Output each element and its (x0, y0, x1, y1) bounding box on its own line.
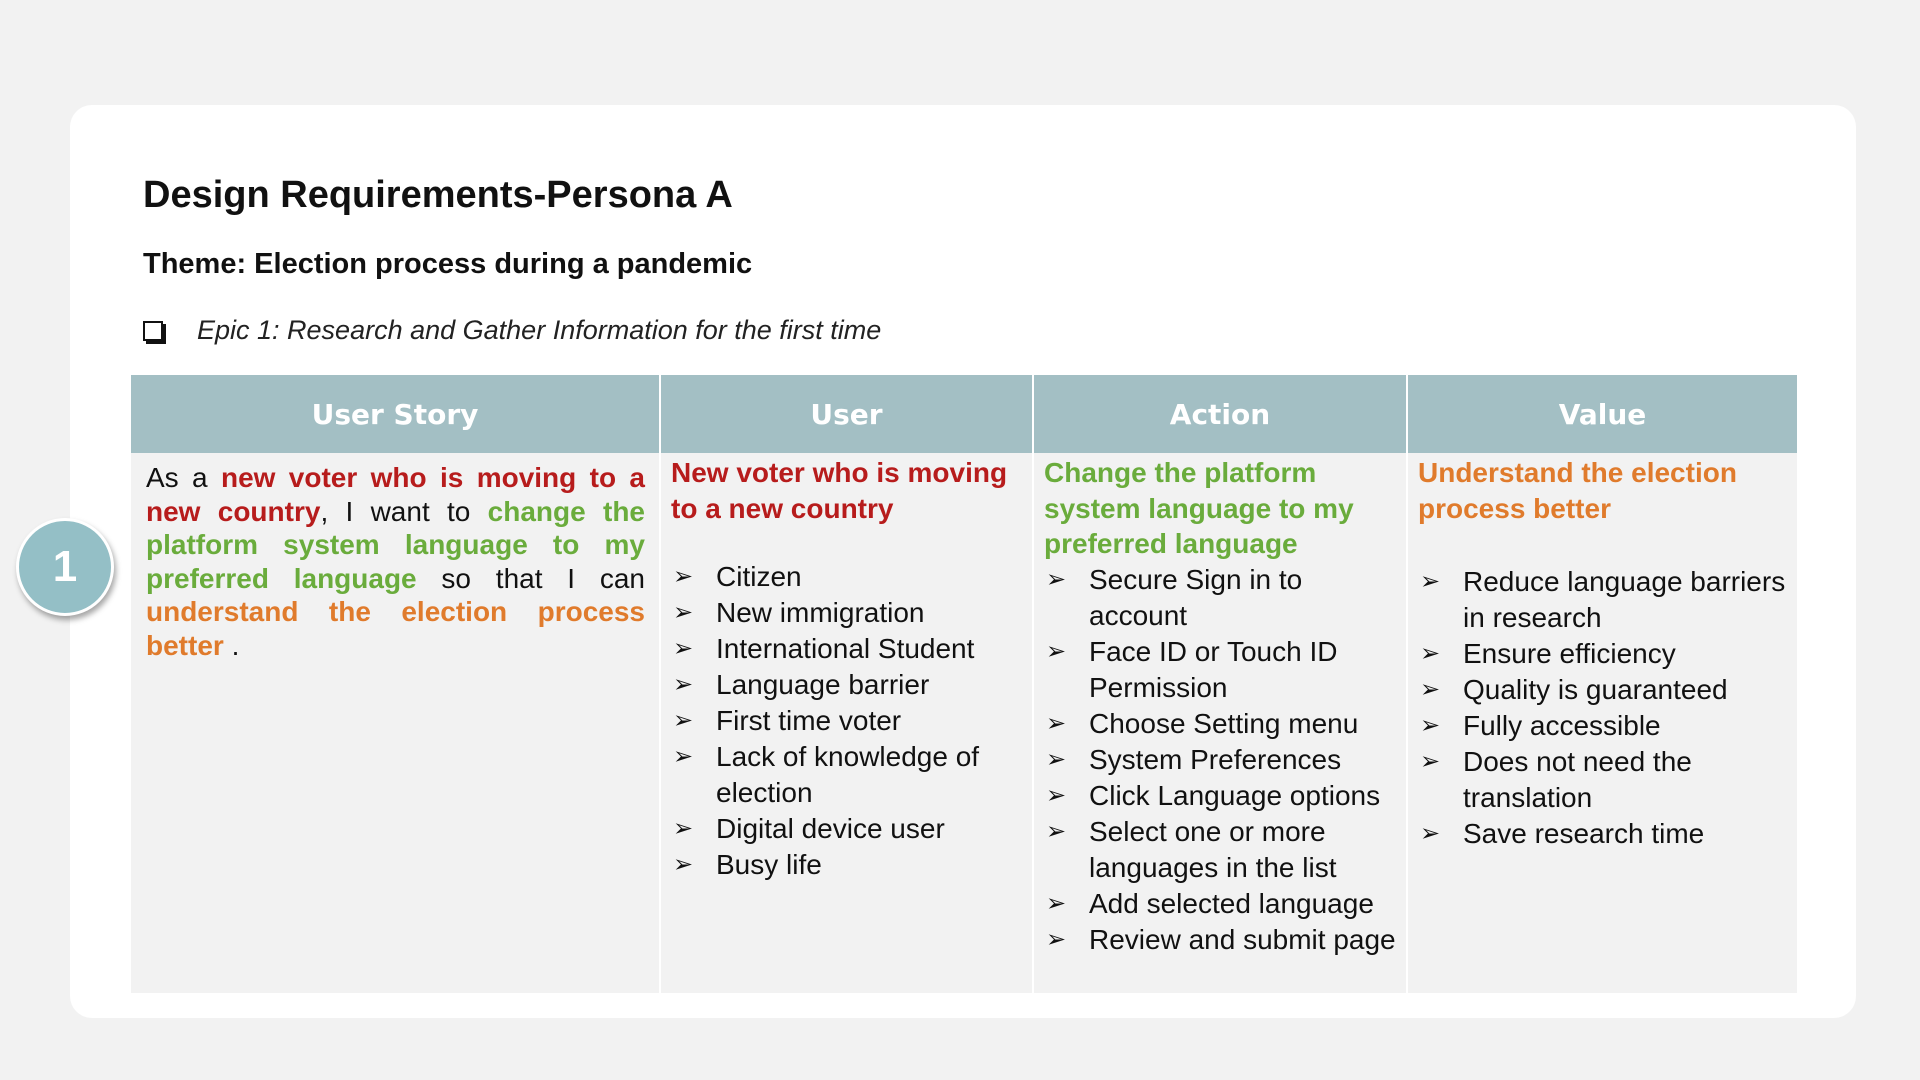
list-item-label: Does not need the translation (1463, 746, 1692, 813)
arrow-bullet-icon: ➢ (1420, 568, 1441, 595)
user-list (661, 559, 1032, 883)
list-item (1418, 816, 1791, 852)
list-item (671, 667, 1026, 703)
list-item (1044, 562, 1400, 634)
table-row (131, 453, 1797, 993)
story-action-phrase: change the platform system language to my preferred language (146, 495, 645, 594)
action-heading: Change the platform system language to my preferred language (1044, 457, 1354, 559)
story-value-phrase: understand the election process better (146, 596, 645, 661)
arrow-bullet-icon: ➢ (1046, 889, 1067, 917)
arrow-bullet-icon: ➢ (1046, 817, 1067, 845)
list-item-label: Quality is guaranteed (1463, 674, 1728, 705)
arrow-bullet-icon: ➢ (1046, 709, 1067, 737)
page-title: Design Requirements-Persona A (143, 174, 733, 216)
story-text-so-that: so that I can (416, 562, 645, 594)
arrow-bullet-icon: ➢ (673, 635, 694, 662)
list-item (1044, 778, 1400, 814)
story-user-phrase: new voter who is moving to a new country (146, 462, 645, 527)
value-heading: Understand the election process better (1418, 457, 1737, 524)
list-item-label: Ensure efficiency (1463, 638, 1676, 669)
list-item-label: System Preferences (1089, 743, 1342, 775)
step-number-badge: 1 (16, 518, 114, 616)
action-cell (1033, 453, 1407, 993)
arrow-bullet-icon: ➢ (673, 743, 694, 770)
list-item (1044, 706, 1400, 742)
arrow-bullet-icon: ➢ (673, 563, 694, 590)
user-cell (660, 453, 1033, 993)
list-item (1044, 886, 1400, 922)
arrow-bullet-icon: ➢ (1420, 640, 1441, 667)
list-item-label: Choose Setting menu (1089, 707, 1359, 739)
story-text-intro: As a (146, 462, 221, 493)
list-item (671, 847, 1026, 883)
list-item-label: Select one or more languages in the list (1089, 815, 1337, 883)
list-item (1044, 742, 1400, 778)
list-item (1418, 636, 1791, 672)
list-item (671, 631, 1026, 667)
table-header-row (131, 375, 1797, 453)
header-value: Value (1407, 375, 1797, 453)
list-item-label: Secure Sign in to account (1089, 563, 1303, 631)
header-user: User (660, 375, 1033, 453)
theme-heading: Theme: Election process during a pandemic (143, 248, 753, 280)
list-item (671, 703, 1026, 739)
arrow-bullet-icon: ➢ (673, 851, 694, 878)
list-item-label: New immigration (716, 597, 925, 628)
arrow-bullet-icon: ➢ (673, 707, 694, 734)
list-item-label: Busy life (716, 849, 822, 880)
arrow-bullet-icon: ➢ (673, 671, 694, 698)
value-list (1408, 564, 1797, 852)
list-item (1418, 672, 1791, 708)
list-item (671, 595, 1026, 631)
epic-item (143, 315, 881, 346)
arrow-bullet-icon: ➢ (673, 815, 694, 842)
arrow-bullet-icon: ➢ (1420, 820, 1441, 847)
arrow-bullet-icon: ➢ (1046, 637, 1067, 665)
epic-label: Epic 1: Research and Gather Information for the first time (197, 315, 882, 345)
checkbox-bullet-icon (143, 321, 163, 341)
list-item-label: Lack of knowledge of election (716, 741, 980, 808)
user-story-cell (131, 453, 660, 993)
list-item-label: International Student (716, 633, 975, 664)
arrow-bullet-icon: ➢ (1420, 748, 1441, 775)
list-item-label: Language barrier (716, 669, 930, 700)
list-item-label: Reduce language barriers in research (1463, 566, 1786, 633)
arrow-bullet-icon: ➢ (673, 599, 694, 626)
list-item (1418, 708, 1791, 744)
arrow-bullet-icon: ➢ (1046, 781, 1067, 809)
list-item (1044, 634, 1400, 706)
list-item-label: Fully accessible (1463, 710, 1661, 741)
story-text-want: , I want to (320, 495, 488, 527)
list-item (1418, 744, 1791, 816)
user-heading: New voter who is moving to a new country (671, 457, 1008, 524)
list-item-label: Review and submit page (1089, 923, 1396, 955)
list-item-label: Face ID or Touch ID Permission (1089, 635, 1338, 703)
arrow-bullet-icon: ➢ (1420, 676, 1441, 703)
list-item-label: Save research time (1463, 818, 1705, 849)
list-item (671, 739, 1026, 811)
header-action: Action (1033, 375, 1407, 453)
list-item (671, 559, 1026, 595)
list-item (1044, 922, 1400, 958)
arrow-bullet-icon: ➢ (1046, 745, 1067, 773)
list-item (1418, 564, 1791, 636)
story-text-end: . (223, 629, 240, 661)
list-item-label: Add selected language (1089, 887, 1374, 919)
list-item-label: Citizen (716, 561, 802, 592)
action-list (1034, 562, 1406, 958)
header-user-story: User Story (131, 375, 660, 453)
list-item-label: First time voter (716, 705, 902, 736)
list-item-label: Digital device user (716, 813, 945, 844)
user-story-text (131, 453, 659, 662)
requirements-table (131, 375, 1797, 993)
arrow-bullet-icon: ➢ (1046, 925, 1067, 953)
list-item (671, 811, 1026, 847)
arrow-bullet-icon: ➢ (1420, 712, 1441, 739)
value-cell (1407, 453, 1797, 993)
list-item-label: Click Language options (1089, 779, 1381, 811)
arrow-bullet-icon: ➢ (1046, 565, 1067, 593)
list-item (1044, 814, 1400, 886)
